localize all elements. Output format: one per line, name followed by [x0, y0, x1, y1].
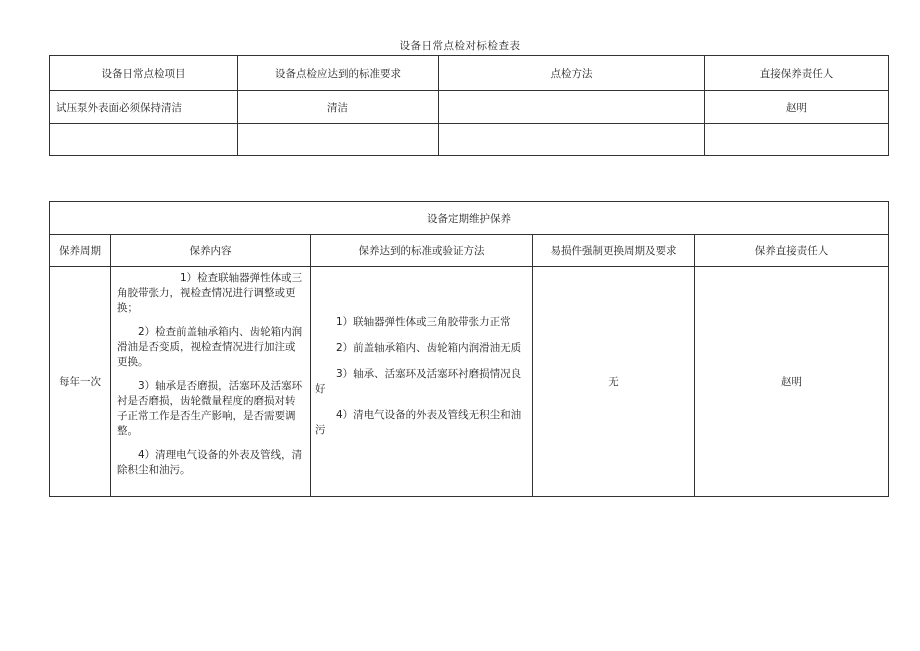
header-standard: 设备点检应达到的标准要求 [238, 56, 439, 91]
cell-cycle: 每年一次 [50, 267, 111, 497]
header-replacement: 易损件强制更换周期及要求 [533, 235, 695, 267]
cell-empty [705, 124, 889, 156]
periodic-title-row [50, 202, 889, 235]
cell-method [439, 91, 705, 124]
periodic-maintenance-table [49, 201, 889, 497]
table-row [50, 267, 889, 497]
table-row [50, 91, 889, 124]
header-cycle: 保养周期 [50, 235, 111, 267]
content-item: 1）检查联轴器弹性体或三角胶带张力，视检查情况进行调整或更换； [117, 272, 303, 314]
content-item: 4）清理电气设备的外表及管线，清除积尘和油污。 [117, 449, 303, 476]
cell-responsible: 赵明 [705, 91, 889, 124]
content-item: 3）轴承是否磨损，活塞环及活塞环衬是否磨损，齿轮微量程度的磨损对转子正常工作是否生产影响，是否需要调整。 [117, 380, 303, 437]
cell-content [111, 267, 311, 497]
cell-standard-method [311, 267, 533, 497]
page-title: 设备日常点检对标检查表 [399, 40, 521, 52]
cell-empty [238, 124, 439, 156]
header-responsible: 直接保养责任人 [705, 56, 889, 91]
standard-item: 4）清电气设备的外表及管线无积尘和油污 [315, 408, 522, 436]
standard-item: 3）轴承、活塞环及活塞环衬磨损情况良好 [315, 367, 522, 395]
standard-item: 1）联轴器弹性体或三角胶带张力正常 [336, 315, 511, 328]
daily-inspection-table [49, 55, 889, 156]
content-item: 2）检查前盖轴承箱内、齿轮箱内润滑油是否变质，视检查情况进行加注或更换。 [117, 326, 303, 368]
cell-standard: 清洁 [238, 91, 439, 124]
table-row [50, 124, 889, 156]
header-responsible: 保养直接责任人 [695, 235, 889, 267]
header-method: 点检方法 [439, 56, 705, 91]
table-header-row [50, 235, 889, 267]
standard-item: 2）前盖轴承箱内、齿轮箱内润滑油无质 [336, 341, 522, 354]
header-content: 保养内容 [111, 235, 311, 267]
cell-empty [50, 124, 238, 156]
cell-responsible: 赵明 [695, 267, 889, 497]
cell-empty [439, 124, 705, 156]
header-inspection-item: 设备日常点检项目 [50, 56, 238, 91]
table-header-row [50, 56, 889, 91]
cell-inspection-item: 试压泵外表面必须保持清洁 [50, 91, 238, 124]
header-standard-method: 保养达到的标准或验证方法 [311, 235, 533, 267]
periodic-table-title: 设备定期维护保养 [50, 202, 889, 235]
cell-replacement: 无 [533, 267, 695, 497]
